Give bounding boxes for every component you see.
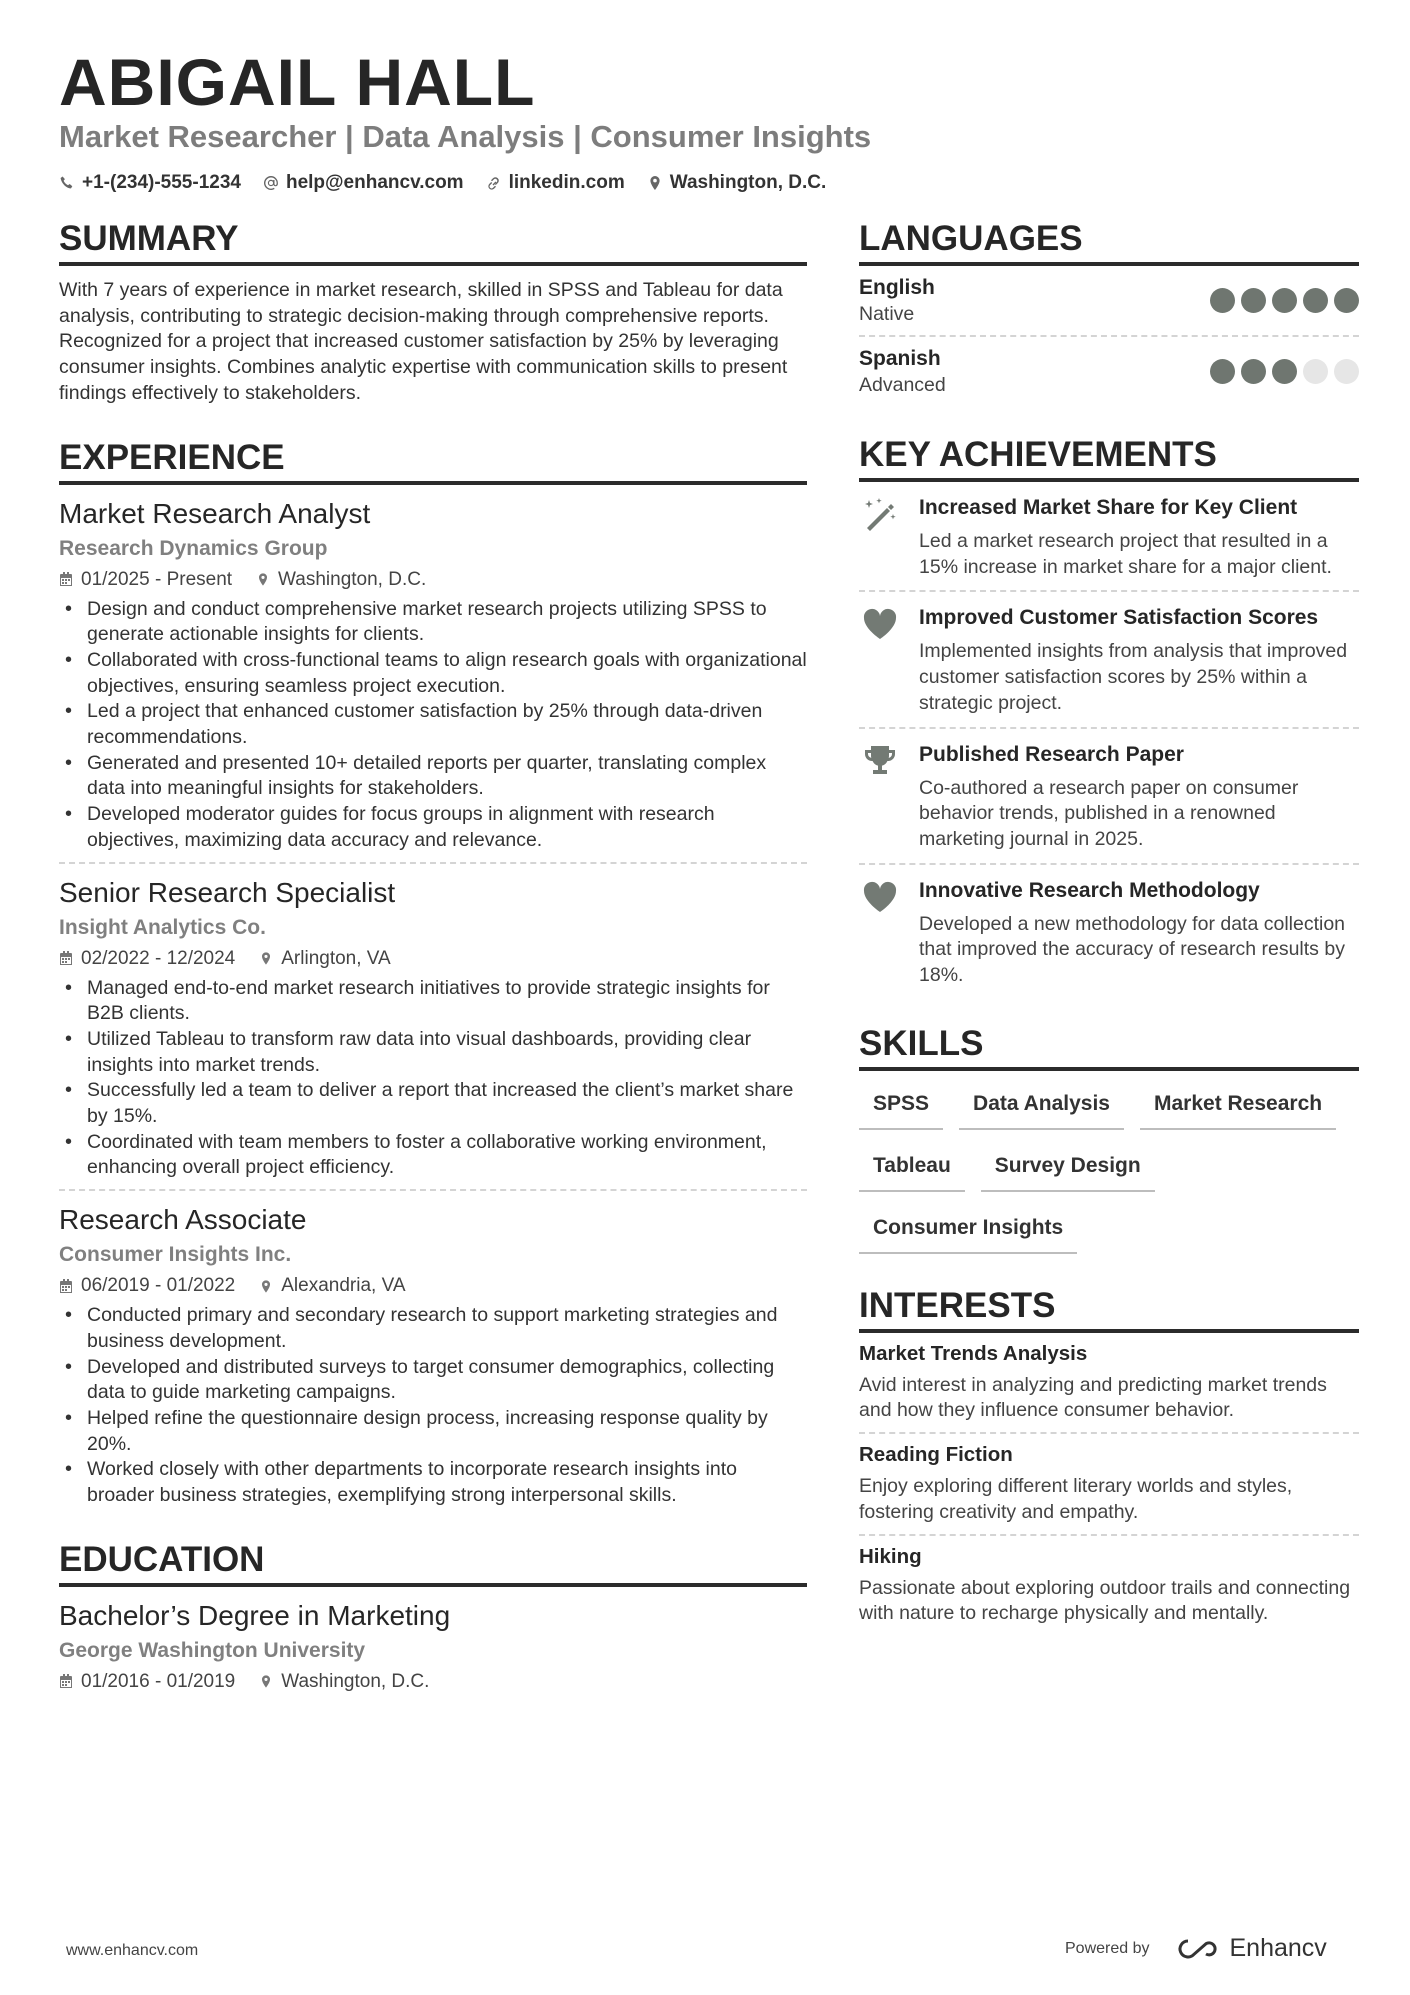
link-icon <box>486 175 502 191</box>
job-title: Senior Research Specialist <box>59 876 396 908</box>
achievement-title: Innovative Research Methodology <box>919 878 1260 902</box>
skill-tag: Consumer Insights <box>859 1205 1077 1254</box>
trophy-icon <box>861 743 899 779</box>
skills-list <box>859 1081 1359 1267</box>
phone-icon <box>59 175 75 191</box>
bullet-item: • Utilized Tableau to transform raw data into visual dashboards, providing clear insights into market trends. <box>59 1027 807 1078</box>
contact-phone[interactable] <box>59 170 241 196</box>
job-dates: 02/2022 - 12/2024 <box>81 947 236 969</box>
rating-dot-filled <box>1303 288 1328 313</box>
location-icon <box>259 1674 273 1689</box>
skills-section <box>859 1023 1359 1267</box>
rating-dot-filled <box>1334 288 1359 313</box>
job-entry <box>59 864 807 1192</box>
interest-title: Reading Fiction <box>859 1443 1013 1467</box>
achievement-desc: Co-authored a research paper on consumer behavior trends, published in a renowned marketing journal in 2025. <box>919 776 1299 850</box>
job-meta <box>59 567 807 593</box>
summary-title: SUMMARY <box>59 218 807 266</box>
bullet-item: • Developed and distributed surveys to target consumer demographics, collecting data to guide marketing campaigns. <box>59 1355 807 1406</box>
right-column <box>859 218 1359 1635</box>
calendar-icon <box>59 951 73 966</box>
school-name: George Washington University <box>59 1638 366 1662</box>
contact-email-text: help@enhancv.com <box>285 172 464 193</box>
rating-dot-filled <box>1241 359 1266 384</box>
bullet-item: • Coordinated with team members to foster a collaborative working environment, enhancing overall project efficiency. <box>59 1130 807 1181</box>
job-bullets <box>59 597 807 854</box>
education-meta <box>59 1669 807 1695</box>
bullet-item: • Managed end-to-end market research initiatives to provide strategic insights for B2B clients. <box>59 976 807 1027</box>
calendar-icon <box>59 1279 73 1294</box>
achievement-title: Improved Customer Satisfaction Scores <box>919 606 1319 630</box>
achievement-item <box>859 592 1359 728</box>
enhancv-logo-icon <box>1176 1937 1222 1961</box>
bullet-item: • Developed moderator guides for focus groups in alignment with research objectives, maximizing data accuracy and relevance. <box>59 802 807 853</box>
heart-icon <box>861 879 899 915</box>
interests-section <box>859 1285 1359 1635</box>
language-name: Spanish <box>859 347 941 370</box>
skill-tag: Market Research <box>1140 1081 1336 1130</box>
summary-section <box>59 218 807 407</box>
interest-desc: Enjoy exploring different literary worlds and styles, fostering creativity and empathy. <box>859 1475 1293 1523</box>
job-bullets <box>59 1303 807 1509</box>
job-location: Arlington, VA <box>281 947 391 969</box>
achievement-title: Published Research Paper <box>919 742 1184 766</box>
rating-dot-filled <box>1210 288 1235 313</box>
job-meta <box>59 1273 807 1299</box>
calendar-icon <box>59 572 73 587</box>
bullet-item: • Generated and presented 10+ detailed reports per quarter, translating complex data into meaningful insights for stakeholders. <box>59 751 807 802</box>
brand-name: Enhancv <box>1229 1934 1327 1962</box>
rating-dot-empty <box>1334 359 1359 384</box>
headline: Market Researcher | Data Analysis | Consumer Insights <box>59 119 872 154</box>
heart-icon <box>861 606 899 642</box>
job-bullets <box>59 976 807 1182</box>
contact-linkedin[interactable] <box>486 170 625 196</box>
enhancv-logo[interactable] <box>1176 1934 1327 1963</box>
candidate-name: ABIGAIL HALL <box>59 45 536 119</box>
skill-tag: Data Analysis <box>959 1081 1124 1130</box>
contact-location <box>647 170 827 196</box>
bullet-item: • Led a project that enhanced customer satisfaction by 25% through data-driven recommendations. <box>59 699 807 750</box>
powered-by-label: Powered by <box>1065 1939 1150 1957</box>
contact-linkedin-text: linkedin.com <box>508 172 625 193</box>
interest-item <box>859 1434 1359 1535</box>
rating-dot-filled <box>1272 288 1297 313</box>
job-dates: 01/2025 - Present <box>81 568 233 590</box>
language-item <box>859 337 1359 406</box>
footer-branding <box>1065 1934 1327 1963</box>
bullet-item: • Design and conduct comprehensive market research projects utilizing SPSS to generate actionable insights for clients. <box>59 597 807 648</box>
location-icon <box>647 175 663 191</box>
language-rating <box>1210 288 1359 313</box>
job-dates: 06/2019 - 01/2022 <box>81 1275 236 1297</box>
rating-dot-empty <box>1303 359 1328 384</box>
interests-title: INTERESTS <box>859 1285 1359 1333</box>
language-rating <box>1210 359 1359 384</box>
achievement-title: Increased Market Share for Key Client <box>919 496 1298 519</box>
languages-section <box>859 218 1359 406</box>
location-icon <box>259 1279 273 1294</box>
job-title: Market Research Analyst <box>59 497 371 529</box>
education-dates: 01/2016 - 01/2019 <box>81 1670 236 1692</box>
experience-section <box>59 437 807 1517</box>
bullet-item: • Conducted primary and secondary research to support marketing strategies and business development. <box>59 1303 807 1354</box>
rating-dot-filled <box>1241 288 1266 313</box>
achievement-item <box>859 865 1359 999</box>
interest-title: Hiking <box>859 1544 922 1568</box>
skill-tag: SPSS <box>859 1081 943 1130</box>
achievement-desc: Developed a new methodology for data collection that improved the accuracy of research results by 18%. <box>919 912 1346 987</box>
job-entry <box>59 1191 807 1517</box>
achievement-item <box>859 729 1359 865</box>
location-icon <box>259 951 273 966</box>
language-item <box>859 266 1359 337</box>
language-level: Advanced <box>859 374 946 396</box>
experience-title: EXPERIENCE <box>59 437 807 485</box>
rating-dot-filled <box>1272 359 1297 384</box>
company-name: Consumer Insights Inc. <box>59 1243 292 1267</box>
interest-item <box>859 1536 1359 1635</box>
calendar-icon <box>59 1674 73 1689</box>
education-location: Washington, D.C. <box>281 1670 430 1692</box>
left-column <box>59 218 807 1695</box>
summary-text: With 7 years of experience in market research, skilled in SPSS and Tableau for data analysis, contributing to strategic decision-making through comprehensive reports. Recognized for a project that increased customer satisfaction by 25% by leveraging consumer insights. Combines analytic expertise with communication skills to present findings effectively to stakeholders. <box>59 279 788 404</box>
company-name: Insight Analytics Co. <box>59 915 266 939</box>
company-name: Research Dynamics Group <box>59 536 328 560</box>
job-location: Alexandria, VA <box>281 1275 406 1297</box>
contact-phone-text: +1-(234)-555-1234 <box>82 172 241 193</box>
education-section <box>59 1539 807 1695</box>
rating-dot-filled <box>1210 359 1235 384</box>
job-title: Research Associate <box>59 1204 307 1236</box>
interest-desc: Avid interest in analyzing and predicting market trends and how they influence consumer behavior. <box>859 1373 1327 1422</box>
job-meta <box>59 946 807 972</box>
interest-title: Market Trends Analysis <box>859 1341 1088 1365</box>
interest-item <box>859 1333 1359 1434</box>
language-name: English <box>859 276 935 299</box>
achievement-desc: Led a market research project that resulted in a 15% increase in market share for a major client. <box>919 530 1332 578</box>
at-icon <box>263 175 279 191</box>
language-level: Native <box>859 303 915 325</box>
achievement-desc: Implemented insights from analysis that improved customer satisfaction scores by 25% within a strategic project. <box>919 640 1348 714</box>
bullet-item: • Successfully led a team to deliver a report that increased the client’s market share by 15%. <box>59 1078 807 1129</box>
bullet-item: • Collaborated with cross-functional teams to align research goals with organizational objectives, ensuring seamless project execution. <box>59 648 807 699</box>
skills-title: SKILLS <box>859 1023 1359 1071</box>
location-icon <box>256 572 270 587</box>
achievements-title: KEY ACHIEVEMENTS <box>859 434 1359 482</box>
contact-bar <box>59 170 826 196</box>
skill-tag: Tableau <box>859 1143 965 1192</box>
magic-wand-icon <box>861 496 899 532</box>
job-entry <box>59 485 807 864</box>
education-entry <box>59 1587 807 1695</box>
footer-website[interactable]: www.enhancv.com <box>66 1942 199 1959</box>
contact-location-text: Washington, D.C. <box>669 172 827 193</box>
bullet-item: • Helped refine the questionnaire design process, increasing response quality by 20%. <box>59 1406 807 1457</box>
contact-email[interactable] <box>263 170 464 196</box>
achievement-item <box>859 482 1359 592</box>
bullet-item: • Worked closely with other departments to incorporate research insights into broader business strategies, exemplifying strong interpersonal skills. <box>59 1457 807 1508</box>
languages-title: LANGUAGES <box>859 218 1359 266</box>
education-title: EDUCATION <box>59 1539 807 1587</box>
interest-desc: Passionate about exploring outdoor trails and connecting with nature to recharge physically and mentally. <box>859 1576 1351 1625</box>
degree-title: Bachelor’s Degree in Marketing <box>59 1599 451 1631</box>
achievements-section <box>859 434 1359 999</box>
skill-tag: Survey Design <box>981 1143 1155 1192</box>
job-location: Washington, D.C. <box>278 568 427 590</box>
